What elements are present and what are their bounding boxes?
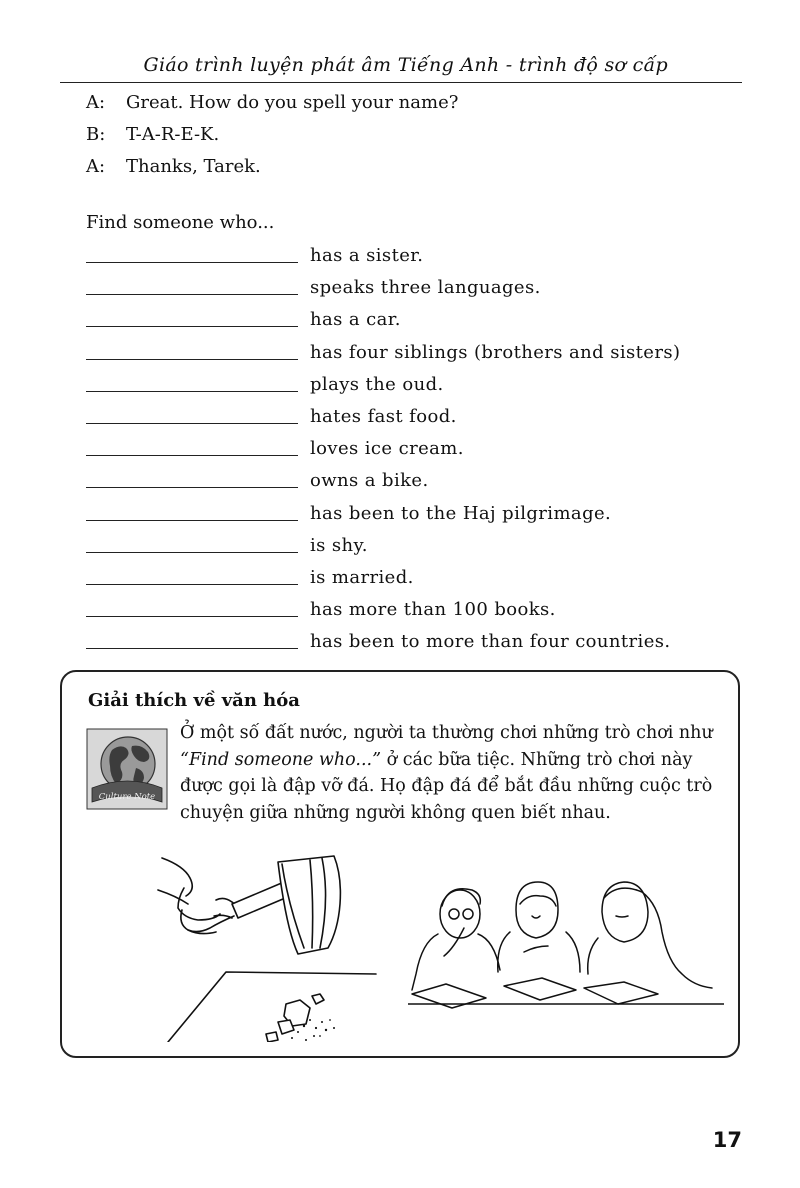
item-text: has four siblings (brothers and sisters) <box>310 341 681 363</box>
item-text: has a sister. <box>310 245 424 266</box>
item-text: is shy. <box>310 534 368 556</box>
list-item <box>86 626 680 658</box>
list-item <box>86 465 680 497</box>
item-text: has more than 100 books. <box>310 599 556 621</box>
item-text: hates fast food. <box>310 405 457 427</box>
item-text: has been to the Haj pilgrimage. <box>310 502 612 524</box>
speaker: A: <box>86 92 106 113</box>
answer-blank[interactable] <box>86 628 298 649</box>
note-italic: “Find someone who...” <box>180 749 382 770</box>
item-text: owns a bike. <box>310 470 429 492</box>
line-text: Great. How do you spell your name? <box>126 92 459 113</box>
speaker: A: <box>86 156 106 177</box>
item-text: loves ice cream. <box>310 438 464 460</box>
dialogue-line <box>86 88 458 120</box>
exercise-title: Find someone who... <box>86 212 275 233</box>
dialogue <box>86 88 458 184</box>
speaker: B: <box>86 124 106 145</box>
list-item <box>86 240 680 272</box>
item-text: speaks three languages. <box>310 277 541 299</box>
answer-blank[interactable] <box>86 500 298 521</box>
culture-note-box <box>60 670 740 1058</box>
answer-blank[interactable] <box>86 467 298 488</box>
item-text: has a car. <box>310 309 401 331</box>
header-title: Giáo trình luyện phát âm Tiếng Anh - trình độ sơ cấp <box>143 54 668 76</box>
list-item <box>86 562 680 594</box>
list-item <box>86 337 680 369</box>
answer-blank[interactable] <box>86 596 298 617</box>
note-text: Ở một số đất nước, người ta thường chơi những trò chơi như <box>180 723 713 743</box>
list-item <box>86 498 680 530</box>
list-item <box>86 272 680 304</box>
line-text: Thanks, Tarek. <box>126 156 261 177</box>
list-item <box>86 369 680 401</box>
answer-blank[interactable] <box>86 274 298 295</box>
list-item <box>86 433 680 465</box>
globe-icon <box>86 728 168 810</box>
dialogue-line <box>86 152 458 184</box>
page-number: 17 <box>712 1128 742 1152</box>
answer-blank[interactable] <box>86 564 298 585</box>
item-text: has been to more than four countries. <box>310 631 671 653</box>
item-text: plays the oud. <box>310 373 444 395</box>
answer-blank[interactable] <box>86 242 298 263</box>
answer-blank[interactable] <box>86 435 298 456</box>
icon-label: Culture Note <box>98 792 156 802</box>
people-talking-illustration <box>408 876 724 1026</box>
dialogue-line <box>86 120 458 152</box>
culture-note-text <box>180 720 732 826</box>
note-text: ở các bữa tiệc. Những trò chơi này được gọi là đập vỡ đá. Họ đập đá để bắt đầu những cuộc trò chuyện giữa những người không quen biết nhau. <box>180 749 713 823</box>
item-text: is married. <box>310 566 414 588</box>
list-item <box>86 530 680 562</box>
answer-blank[interactable] <box>86 403 298 424</box>
find-someone-list <box>86 240 680 658</box>
answer-blank[interactable] <box>86 371 298 392</box>
culture-note-title: Giải thích về văn hóa <box>88 690 300 711</box>
hammer-ice-illustration <box>154 850 384 1042</box>
answer-blank[interactable] <box>86 306 298 327</box>
list-item <box>86 401 680 433</box>
list-item <box>86 594 680 626</box>
line-text: T-A-R-E-K. <box>126 124 220 145</box>
list-item <box>86 304 680 336</box>
running-header <box>60 48 742 83</box>
answer-blank[interactable] <box>86 532 298 553</box>
answer-blank[interactable] <box>86 339 298 360</box>
